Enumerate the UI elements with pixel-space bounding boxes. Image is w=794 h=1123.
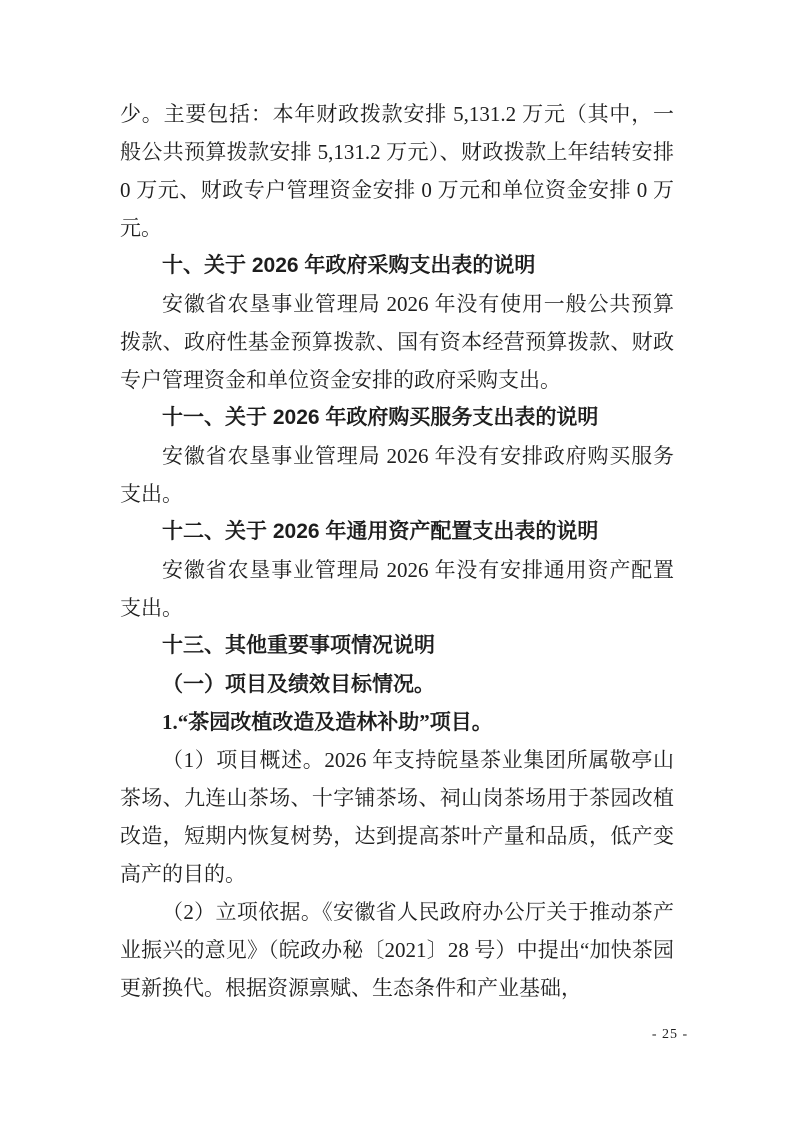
section-heading: 十二、关于 2026 年通用资产配置支出表的说明	[162, 520, 599, 543]
section-heading: 1.“茶园改植改造及造林补助”项目。	[162, 710, 493, 734]
section-heading: 十、关于 2026 年政府采购支出表的说明	[162, 254, 536, 277]
paragraph: 安徽省农垦事业管理局 2026 年没有安排政府购买服务支出。	[120, 444, 674, 506]
section-heading: 十三、其他重要事项情况说明	[162, 634, 435, 657]
paragraph: （2）立项依据。《安徽省人民政府办公厅关于推动茶产业振兴的意见》（皖政办秘〔2021〕28 号）中提出“加快茶园更新换代。根据资源禀赋、生态条件和产业基础，	[120, 900, 674, 1000]
section-heading: （一）项目及绩效目标情况。	[162, 672, 435, 696]
section-heading: 十一、关于 2026 年政府购买服务支出表的说明	[162, 406, 599, 429]
paragraph: 安徽省农垦事业管理局 2026 年没有使用一般公共预算拨款、政府性基金预算拨款、国有资本经营预算拨款、财政专户管理资金和单位资金安排的政府采购支出。	[120, 292, 674, 392]
paragraph: 少。主要包括：本年财政拨款安排 5,131.2 万元（其中，一般公共预算拨款安排 5,131.2 万元）、财政拨款上年结转安排 0 万元、财政专户管理资金安排 0 万元和单位资金安排 0 万元。	[120, 102, 674, 240]
document-body	[120, 95, 674, 1007]
paragraph: 安徽省农垦事业管理局 2026 年没有安排通用资产配置支出。	[120, 558, 674, 620]
paragraph: （1）项目概述。2026 年支持皖垦茶业集团所属敬亭山茶场、九连山茶场、十字铺茶场、祠山岗茶场用于茶园改植改造，短期内恢复树势，达到提高茶叶产量和品质，低产变高产的目的。	[120, 748, 674, 886]
page-number: - 25 -	[651, 1027, 689, 1042]
